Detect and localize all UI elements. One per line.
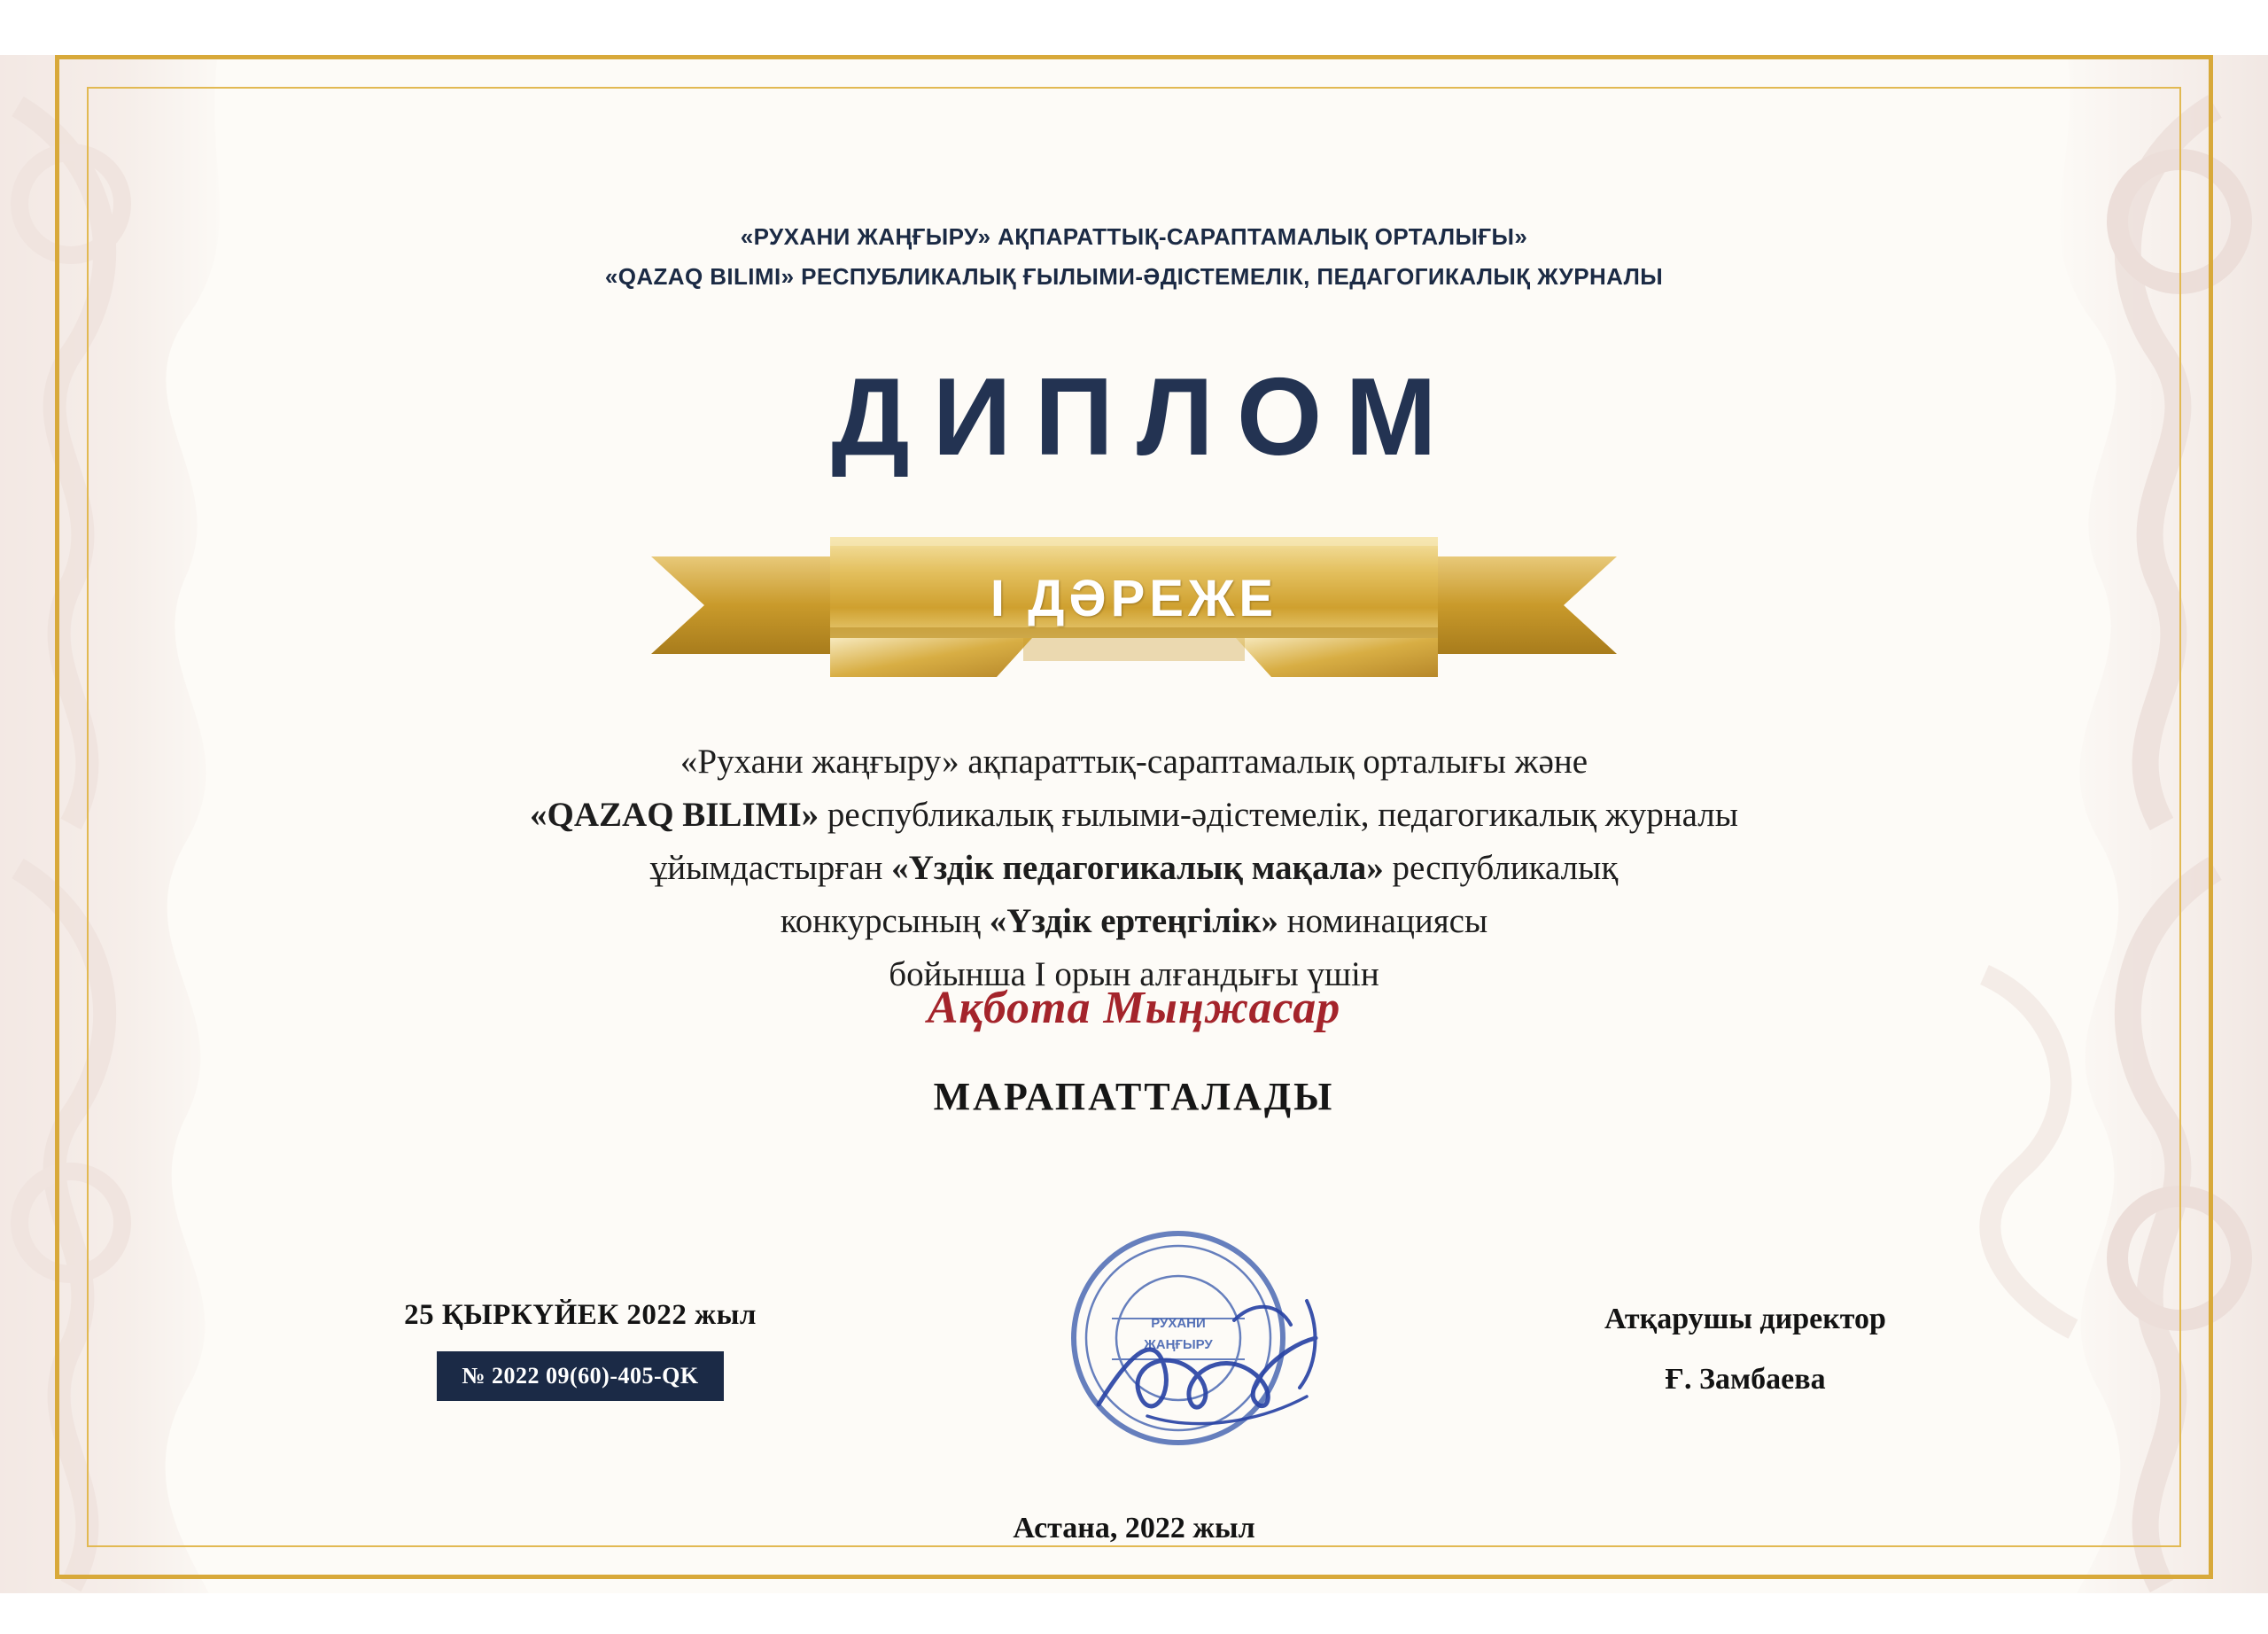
svg-text:РУХАНИ: РУХАНИ [1151,1316,1206,1331]
official-stamp-icon [1014,1214,1386,1471]
signatory-role: Атқарушы директор [1604,1303,1886,1335]
body-line-4-pre: конкурсының [780,902,990,940]
body-line-2-rest: республикалық ғылыми-әдістемелік, педагогикалық журналы [819,796,1738,834]
body-line-5: бойынша I орын алғандығы үшін [889,955,1379,993]
stamp-and-signature [1014,1214,1386,1471]
issue-date: 25 ҚЫРКҮЙЕК 2022 жыл [404,1299,757,1331]
degree-ribbon [642,521,1626,681]
date-block [403,1299,757,1401]
signatory-name: Ғ. Замбаева [1665,1363,1826,1396]
body-line-4-rest: номинациясы [1278,902,1488,940]
registration-number-badge: № 2022 09(60)-405-QK [437,1351,723,1401]
body-line-3-rest: республикалық [1383,849,1619,887]
body-line-3 [381,842,1887,895]
city-year-line: Астана, 2022 жыл [1013,1512,1255,1545]
diploma-title: ДИПЛОМ [831,356,1460,479]
body-line-1: «Рухани жаңғыру» ақпараттық-сараптамалық орталығы және [680,743,1588,781]
awarded-word: МАРАПАТТАЛАДЫ [933,1075,1335,1118]
organization-header [0,223,2268,291]
award-body-text [381,735,1887,1001]
degree-ribbon-label-wrap [642,521,1626,681]
awardee-name: Ақбота Мыңжасар [927,983,1341,1033]
organization-line-1: «РУХАНИ ЖАҢҒЫРУ» АҚПАРАТТЫҚ-САРАПТАМАЛЫҚ ОРТАЛЫҒЫ» [740,223,1528,250]
organization-line-2: «QAZAQ BILIMI» РЕСПУБЛИКАЛЫҚ ҒЫЛЫМИ-ӘДІСТЕМЕЛІК, ПЕДАГОГИКАЛЫҚ ЖУРНАЛЫ [604,263,1664,290]
body-line-4 [381,895,1887,948]
degree-label: I ДӘРЕЖЕ [990,569,1278,627]
body-line-3-pre: ұйымдастырған [649,849,892,887]
body-line-3-bold: «Үздік педагогикалық мақала» [891,849,1384,887]
signatory-block [1515,1303,1976,1397]
body-line-4-bold: «Үздік ертеңгілік» [989,902,1278,940]
body-line-2-bold: «QAZAQ BILIMI» [530,796,819,834]
svg-text:ЖАҢҒЫРУ: ЖАҢҒЫРУ [1144,1337,1213,1352]
body-line-2 [381,789,1887,842]
